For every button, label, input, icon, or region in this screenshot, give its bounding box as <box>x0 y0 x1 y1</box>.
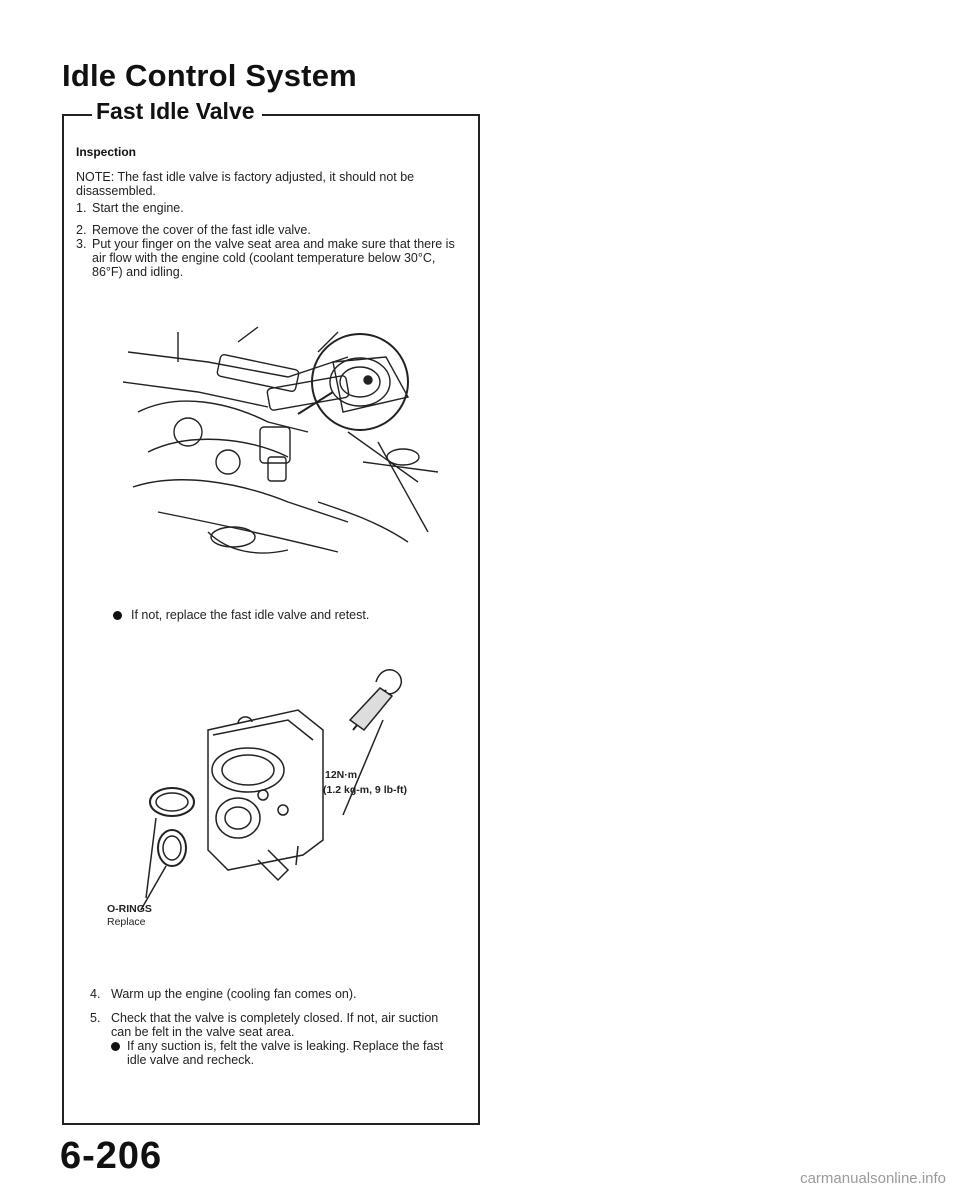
engine-bay-illustration <box>118 322 444 584</box>
torque-spec-label: 12N·m <box>325 769 358 781</box>
frame-top-left <box>62 114 92 116</box>
section-title: Fast Idle Valve <box>96 98 259 125</box>
step-number: 1. <box>76 201 87 215</box>
watermark: carmanualsonline.info <box>800 1170 946 1187</box>
bullet-icon <box>111 1042 120 1051</box>
page-title: Idle Control System <box>62 58 357 93</box>
frame-top-right <box>262 114 478 116</box>
bullet-text: If any suction is, felt the valve is leaking. Replace the fast idle valve and recheck. <box>127 1039 444 1067</box>
note-text: NOTE: The fast idle valve is factory adjusted, it should not be disassembled. <box>76 170 415 198</box>
step-text: Put your finger on the valve seat area and make sure that there is air flow with the engine cold (coolant temperature below 30°C, 86°F) and idling. <box>92 237 455 279</box>
step-text: Warm up the engine (cooling fan comes on). <box>111 987 357 1001</box>
step-text: Remove the cover of the fast idle valve. <box>92 223 311 237</box>
subheading-inspection: Inspection <box>76 145 137 159</box>
step-number: 3. <box>76 237 87 251</box>
step-number: 4. <box>90 987 101 1001</box>
step-number: 5. <box>90 1011 101 1025</box>
orings-label: O-RINGS <box>107 903 152 915</box>
step-text: Check that the valve is completely closed. If not, air suction can be felt in the valve seat area. <box>111 1011 439 1039</box>
page-number: 6-206 <box>60 1135 163 1177</box>
bullet-icon <box>113 611 122 620</box>
step-number: 2. <box>76 223 87 237</box>
orings-sub-label: Replace <box>107 916 146 928</box>
torque-spec-sub-label: (1.2 kg-m, 9 lb-ft) <box>323 784 408 796</box>
bullet-text: If not, replace the fast idle valve and retest. <box>131 608 370 622</box>
step-text: Start the engine. <box>92 201 184 215</box>
